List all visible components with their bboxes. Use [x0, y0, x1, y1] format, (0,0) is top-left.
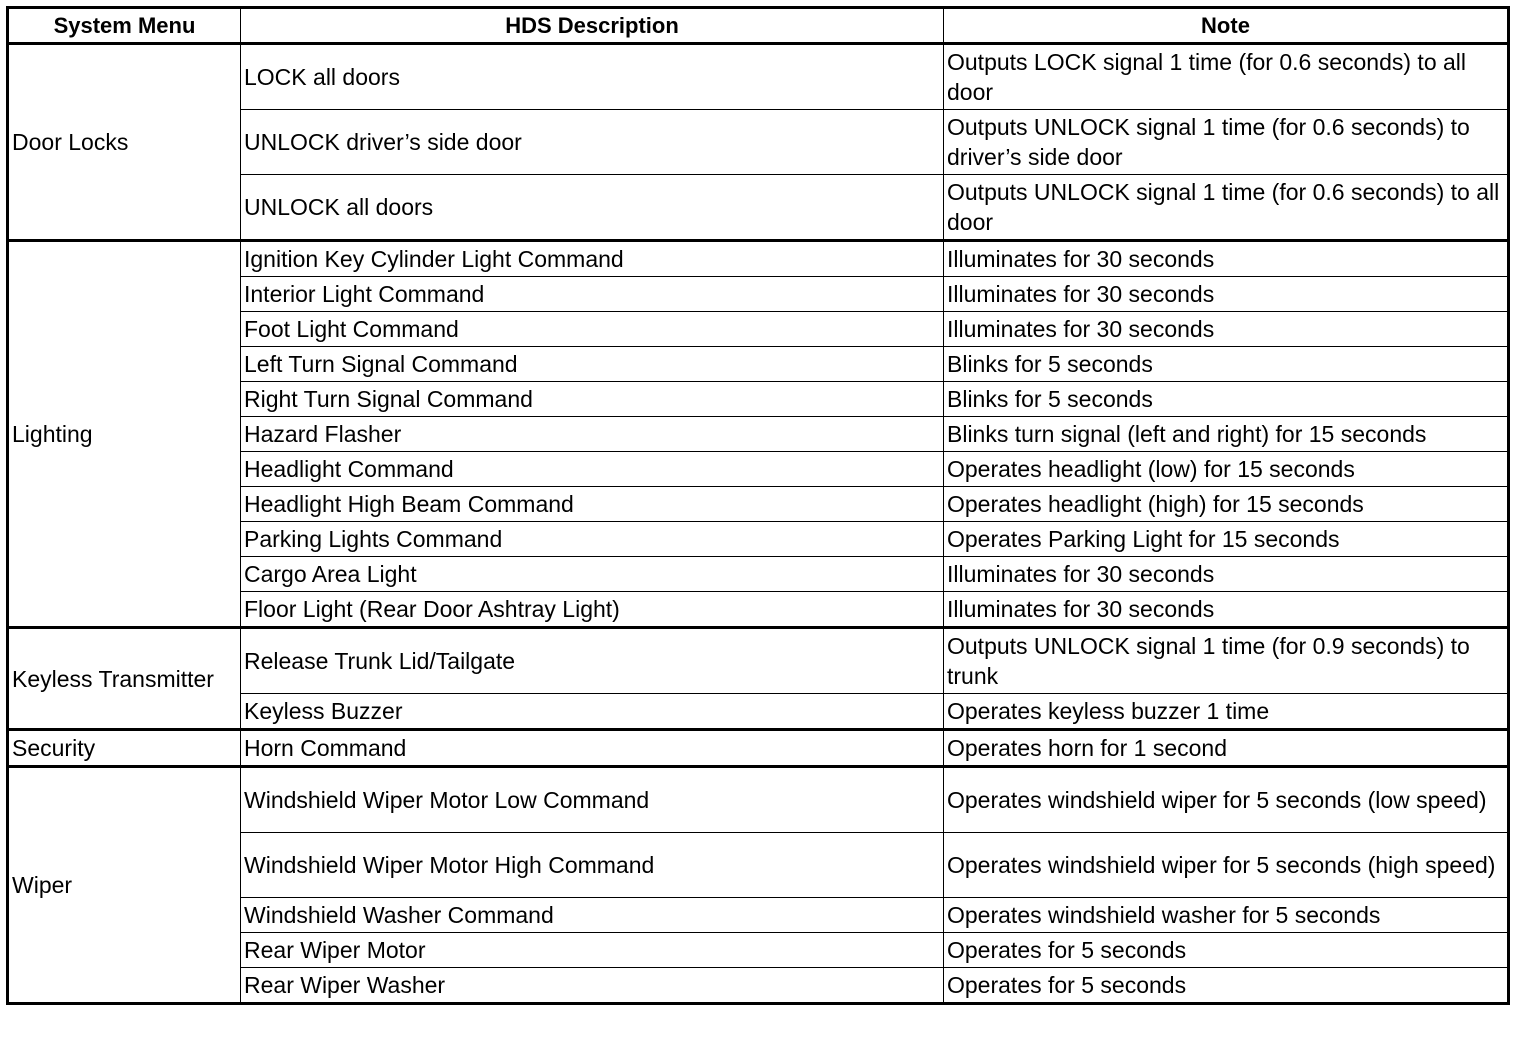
table-row — [8, 628, 1509, 694]
note-cell: Illuminates for 30 seconds — [944, 277, 1509, 312]
description-cell: UNLOCK all doors — [241, 175, 944, 241]
description-cell: Rear Wiper Washer — [241, 968, 944, 1004]
note-cell: Operates for 5 seconds — [944, 968, 1509, 1004]
table-row — [8, 241, 1509, 277]
system-menu-cell: Keyless Transmitter — [8, 628, 241, 730]
system-menu-cell: Security — [8, 730, 241, 767]
description-cell: Windshield Wiper Motor High Command — [241, 833, 944, 898]
table-row — [8, 730, 1509, 767]
header-system-menu: System Menu — [8, 8, 241, 44]
note-cell: Blinks for 5 seconds — [944, 347, 1509, 382]
hds-function-table — [6, 6, 1510, 1005]
note-cell: Operates windshield washer for 5 seconds — [944, 898, 1509, 933]
note-cell: Operates for 5 seconds — [944, 933, 1509, 968]
description-cell: Horn Command — [241, 730, 944, 767]
description-cell: Rear Wiper Motor — [241, 933, 944, 968]
note-cell: Operates windshield wiper for 5 seconds (low speed) — [944, 767, 1509, 833]
description-cell: Left Turn Signal Command — [241, 347, 944, 382]
description-cell: Hazard Flasher — [241, 417, 944, 452]
note-cell: Operates horn for 1 second — [944, 730, 1509, 767]
note-cell: Operates keyless buzzer 1 time — [944, 694, 1509, 730]
description-cell: Windshield Washer Command — [241, 898, 944, 933]
note-cell: Illuminates for 30 seconds — [944, 241, 1509, 277]
description-cell: UNLOCK driver’s side door — [241, 110, 944, 175]
description-cell: Keyless Buzzer — [241, 694, 944, 730]
description-cell: Foot Light Command — [241, 312, 944, 347]
note-cell: Illuminates for 30 seconds — [944, 557, 1509, 592]
note-cell: Operates headlight (high) for 15 seconds — [944, 487, 1509, 522]
note-cell: Outputs UNLOCK signal 1 time (for 0.6 seconds) to all door — [944, 175, 1509, 241]
table-row — [8, 44, 1509, 110]
system-menu-cell: Door Locks — [8, 44, 241, 241]
system-menu-cell: Lighting — [8, 241, 241, 628]
table-row — [8, 767, 1509, 833]
description-cell: Parking Lights Command — [241, 522, 944, 557]
note-cell: Outputs UNLOCK signal 1 time (for 0.6 seconds) to driver’s side door — [944, 110, 1509, 175]
note-cell: Operates Parking Light for 15 seconds — [944, 522, 1509, 557]
note-cell: Blinks turn signal (left and right) for 15 seconds — [944, 417, 1509, 452]
note-cell: Illuminates for 30 seconds — [944, 312, 1509, 347]
description-cell: Right Turn Signal Command — [241, 382, 944, 417]
description-cell: LOCK all doors — [241, 44, 944, 110]
note-cell: Operates headlight (low) for 15 seconds — [944, 452, 1509, 487]
description-cell: Cargo Area Light — [241, 557, 944, 592]
note-cell: Operates windshield wiper for 5 seconds (high speed) — [944, 833, 1509, 898]
description-cell: Release Trunk Lid/Tailgate — [241, 628, 944, 694]
header-note: Note — [944, 8, 1509, 44]
note-cell: Outputs UNLOCK signal 1 time (for 0.9 seconds) to trunk — [944, 628, 1509, 694]
description-cell: Headlight Command — [241, 452, 944, 487]
note-cell: Illuminates for 30 seconds — [944, 592, 1509, 628]
description-cell: Windshield Wiper Motor Low Command — [241, 767, 944, 833]
description-cell: Ignition Key Cylinder Light Command — [241, 241, 944, 277]
description-cell: Headlight High Beam Command — [241, 487, 944, 522]
note-cell: Blinks for 5 seconds — [944, 382, 1509, 417]
system-menu-cell: Wiper — [8, 767, 241, 1004]
description-cell: Floor Light (Rear Door Ashtray Light) — [241, 592, 944, 628]
note-cell: Outputs LOCK signal 1 time (for 0.6 seconds) to all door — [944, 44, 1509, 110]
header-row — [8, 8, 1509, 44]
header-hds-description: HDS Description — [241, 8, 944, 44]
description-cell: Interior Light Command — [241, 277, 944, 312]
